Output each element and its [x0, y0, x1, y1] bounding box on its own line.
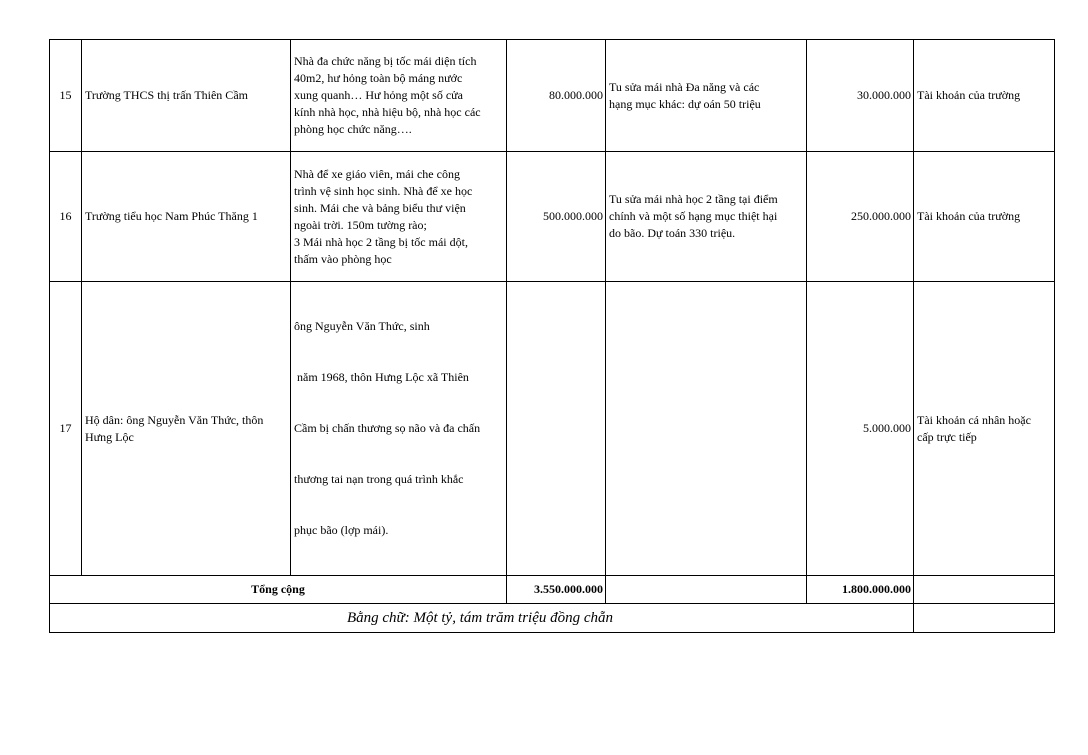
account-line: Tài khoản của trường — [917, 88, 1021, 102]
damage-line: Nhà đa chức năng bị tốc mái diện tích — [294, 54, 477, 68]
repair-plan — [606, 40, 807, 152]
budget-table-sheet — [49, 39, 1054, 633]
words-empty-cell — [914, 604, 1055, 633]
unit-name: Trường THCS thị trấn Thiên Cầm — [82, 40, 291, 152]
amount-in-words-row — [50, 604, 1055, 633]
table-row — [50, 152, 1055, 282]
plan-line: Tu sửa mái nhà Đa năng và các — [609, 79, 760, 94]
amount-in-words: Bằng chữ: Một tỷ, tám trăm triệu đồng chẵn — [50, 604, 914, 633]
receiving-account — [914, 152, 1055, 282]
plan-line: do bão. Dự toán 330 triệu. — [609, 226, 736, 240]
estimated-damage-value: 80.000.000 — [507, 40, 606, 152]
damage-line: 3 Mái nhà học 2 tầng bị tốc mái dột, — [294, 234, 468, 249]
total-empty-cell — [914, 576, 1055, 604]
plan-line: Tu sửa mái nhà học 2 tầng tại điểm — [609, 192, 778, 206]
support-allocation-table — [49, 39, 1055, 633]
row-number: 15 — [50, 40, 82, 152]
damage-description — [291, 282, 507, 576]
row-number: 16 — [50, 152, 82, 282]
plan-line: chính và một số hạng mục thiệt hại — [609, 209, 778, 223]
repair-plan — [606, 282, 807, 576]
total-support: 1.800.000.000 — [807, 576, 914, 604]
receiving-account — [914, 40, 1055, 152]
unit-name: Trường tiểu học Nam Phúc Thăng 1 — [82, 152, 291, 282]
total-estimate: 3.550.000.000 — [507, 576, 606, 604]
damage-line: sinh. Mái che và bảng biểu thư viện — [294, 200, 466, 215]
table-row — [50, 282, 1055, 576]
total-empty-cell — [606, 576, 807, 604]
row-number: 17 — [50, 282, 82, 576]
damage-line: kính nhà học, nhà hiệu bộ, nhà học các — [294, 105, 481, 119]
damage-line: ông Nguyễn Văn Thức, sinh — [294, 319, 430, 333]
total-row — [50, 576, 1055, 604]
damage-line: phục bão (lợp mái). — [294, 523, 389, 537]
damage-line: thương tai nạn trong quá trình khắc — [294, 472, 464, 486]
damage-line: trình vệ sinh học sinh. Nhà để xe học — [294, 183, 473, 198]
support-amount: 5.000.000 — [807, 282, 914, 576]
damage-line: Nhà để xe giáo viên, mái che công — [294, 166, 460, 181]
damage-line: Cầm bị chấn thương sọ não và đa chấn — [294, 421, 481, 435]
estimated-damage-value — [507, 282, 606, 576]
damage-line: xung quanh… Hư hỏng một số cửa — [294, 88, 463, 102]
damage-line: 40m2, hư hỏng toàn bộ máng nước — [294, 71, 463, 85]
account-line: Tài khoản cá nhân hoặc — [917, 412, 1031, 427]
damage-line: ngoài trời. 150m tường rào; — [294, 217, 427, 232]
account-line: Tài khoản của trường — [917, 209, 1021, 223]
estimated-damage-value: 500.000.000 — [507, 152, 606, 282]
account-line: cấp trực tiếp — [917, 429, 977, 444]
unit-name: Hộ dân: ông Nguyễn Văn Thức, thôn Hưng Lộc — [82, 282, 291, 576]
damage-description — [291, 152, 507, 282]
support-amount: 250.000.000 — [807, 152, 914, 282]
damage-line: thấm vào phòng học — [294, 251, 392, 266]
plan-line: hạng mục khác: dự oán 50 triệu — [609, 96, 761, 111]
table-row — [50, 40, 1055, 152]
repair-plan — [606, 152, 807, 282]
damage-line: năm 1968, thôn Hưng Lộc xã Thiên — [294, 370, 469, 384]
support-amount: 30.000.000 — [807, 40, 914, 152]
damage-description — [291, 40, 507, 152]
receiving-account — [914, 282, 1055, 576]
total-label: Tổng cộng — [50, 576, 507, 604]
damage-line: phòng học chức năng…. — [294, 122, 412, 136]
